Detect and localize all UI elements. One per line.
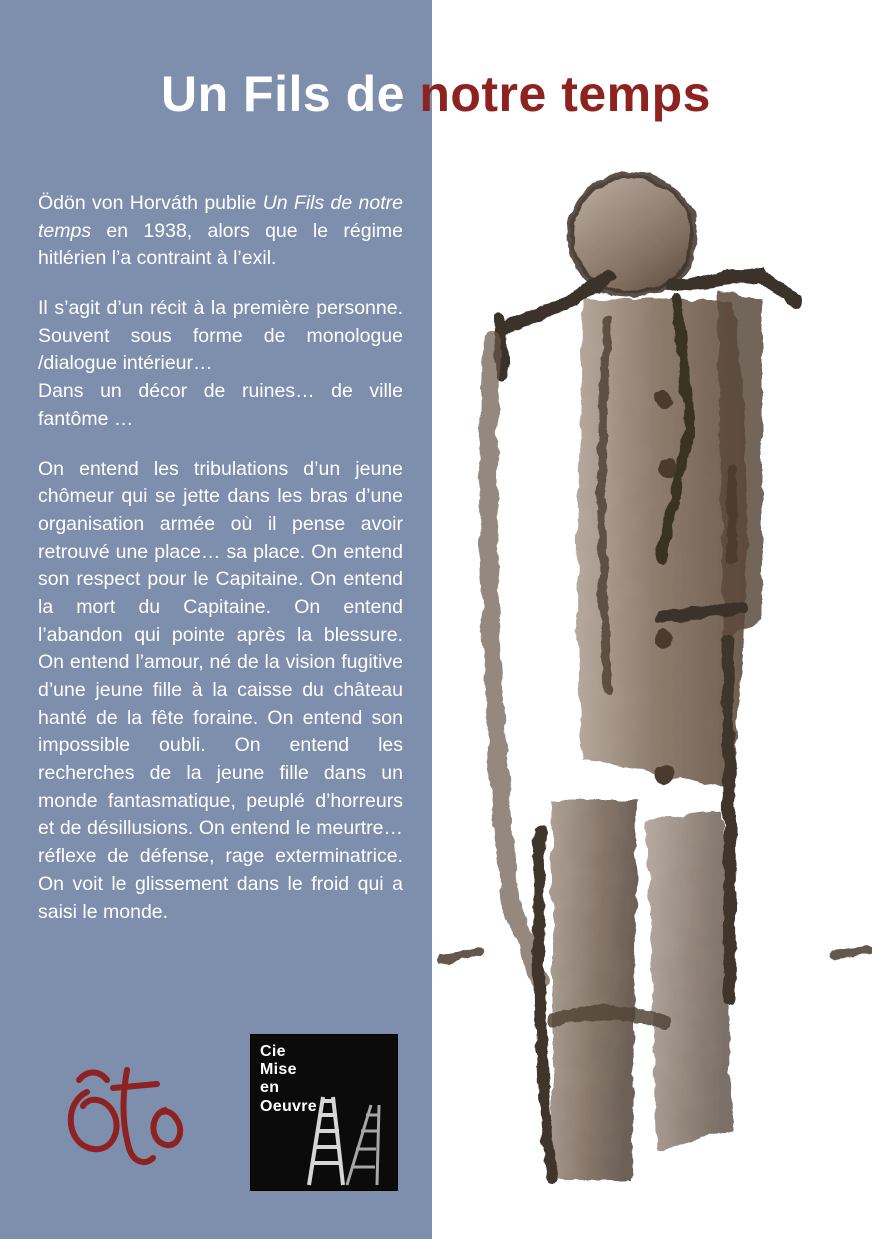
poster-title xyxy=(0,58,872,130)
logo-row xyxy=(45,1034,405,1194)
intro-segment-1: Ödön von Horváth publie xyxy=(38,192,263,214)
cie-line-2: Mise xyxy=(260,1061,297,1079)
title-part-white: Un Fils de xyxy=(161,66,420,122)
cie-line-3: en xyxy=(260,1079,280,1097)
body-text xyxy=(38,190,403,926)
book-title-italic: Un Fils de notre temps xyxy=(38,192,403,242)
cie-line-4: Oeuvre xyxy=(260,1097,317,1115)
cie-logo-text xyxy=(260,1043,317,1116)
charcoal-figure-drawing xyxy=(432,0,872,1239)
artwork-panel xyxy=(432,0,872,1239)
title-part-red: notre temps xyxy=(419,66,711,122)
paragraph-intro xyxy=(38,190,403,273)
cie-mise-en-oeuvre-logo xyxy=(250,1034,398,1191)
paragraph-form: Il s’agit d’un récit à la première personne. Souvent sous forme de monologue /dialogue intérieur… xyxy=(38,297,403,375)
intro-segment-3: en 1938, alors que le régime hitlérien l’a contraint à l’exil. xyxy=(38,219,403,270)
oto-logo xyxy=(53,1044,193,1174)
cie-line-1: Cie xyxy=(260,1043,286,1060)
paragraph-decor: Dans un décor de ruines… de ville fantôme … xyxy=(38,380,403,430)
paragraph-synopsis: On entend les tribulations d’un jeune chômeur qui se jette dans les bras d’une organisation armée où il pense avoir retrouvé une place… sa place. On entend son respect pour le Capitaine. On entend la mort du Capitaine. On entend l’abandon qui pointe après la blessure. On entend l’amour, né de la vision fugitive d’une jeune fille à la caisse du château hanté de la fête foraine. On entend son impossible oubli. On entend les recherches de la jeune fille dans un monde fantasmatique, peuplé d’horreurs et de désillusions. On entend le meurtre… réflexe de défense, rage exterminatrice. On voit le glissement dans le froid qui a saisi le monde. xyxy=(38,457,403,923)
